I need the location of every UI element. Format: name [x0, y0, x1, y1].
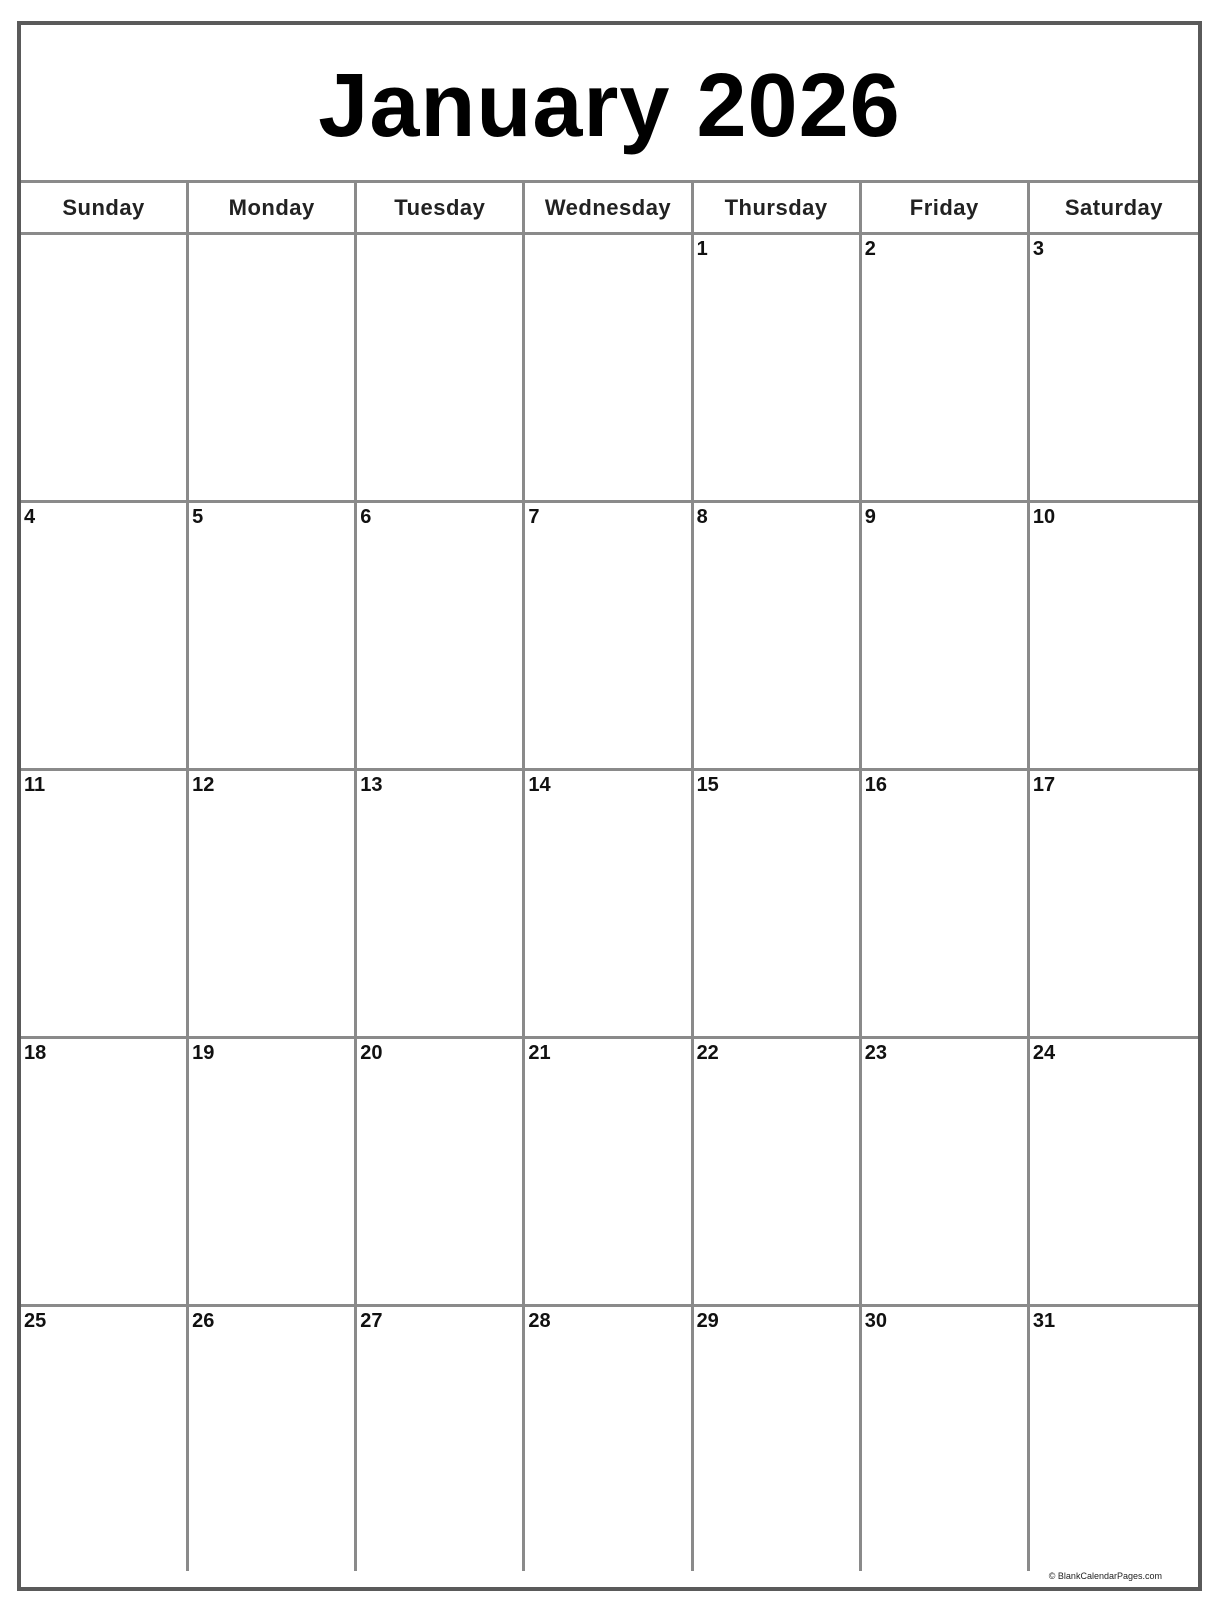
day-cell [694, 771, 862, 1039]
day-cell [525, 503, 693, 771]
day-cell [862, 235, 1030, 503]
day-cell [21, 503, 189, 771]
day-number: 24 [1032, 1042, 1056, 1064]
weekday-thursday: Thursday [694, 183, 862, 235]
day-cell [21, 1039, 189, 1307]
empty-day-cell [357, 235, 525, 503]
day-number: 13 [360, 774, 383, 796]
day-number: 28 [528, 1310, 551, 1332]
day-number: 8 [696, 506, 708, 528]
day-cell [1030, 1307, 1198, 1571]
day-cell [357, 1039, 525, 1307]
day-cell [694, 503, 862, 771]
empty-day-cell [21, 235, 189, 503]
day-cell [21, 1307, 189, 1571]
empty-day-cell [189, 235, 357, 503]
day-cell [525, 771, 693, 1039]
day-cell [862, 1307, 1030, 1571]
day-number: 14 [528, 774, 551, 796]
days-grid [21, 235, 1198, 1571]
day-cell [862, 503, 1030, 771]
day-cell [525, 1307, 693, 1571]
day-number: 20 [360, 1042, 383, 1064]
day-number: 26 [192, 1310, 215, 1332]
day-number: 10 [1032, 506, 1056, 528]
day-number: 22 [696, 1042, 719, 1064]
weekday-tuesday: Tuesday [357, 183, 525, 235]
day-number: 12 [192, 774, 215, 796]
day-number: 31 [1032, 1310, 1056, 1332]
calendar-title: January 2026 [318, 55, 901, 156]
day-number: 29 [696, 1310, 719, 1332]
weekday-wednesday: Wednesday [525, 183, 693, 235]
day-cell [694, 1307, 862, 1571]
day-cell [862, 771, 1030, 1039]
day-number: 18 [24, 1042, 47, 1064]
day-number: 30 [864, 1310, 887, 1332]
weekday-friday: Friday [862, 183, 1030, 235]
day-cell [189, 503, 357, 771]
weekday-header-row [21, 183, 1198, 235]
day-number: 15 [696, 774, 719, 796]
day-number: 25 [24, 1310, 47, 1332]
day-cell [525, 1039, 693, 1307]
day-cell [1030, 235, 1198, 503]
day-number: 6 [360, 506, 372, 528]
day-number: 4 [24, 506, 36, 528]
day-number: 16 [864, 774, 887, 796]
day-number: 9 [864, 506, 876, 528]
day-number: 1 [696, 238, 708, 260]
day-number: 27 [360, 1310, 383, 1332]
day-cell [862, 1039, 1030, 1307]
day-cell [21, 771, 189, 1039]
day-cell [189, 1307, 357, 1571]
weekday-monday: Monday [189, 183, 357, 235]
day-cell [694, 235, 862, 503]
weekday-sunday: Sunday [21, 183, 189, 235]
day-number: 17 [1032, 774, 1056, 796]
credit-text: © BlankCalendarPages.com [1048, 1571, 1162, 1581]
day-cell [1030, 771, 1198, 1039]
day-cell [357, 1307, 525, 1571]
title-bar [21, 25, 1198, 183]
day-cell [357, 503, 525, 771]
day-number: 23 [864, 1042, 887, 1064]
calendar-page [17, 21, 1202, 1591]
day-number: 21 [528, 1042, 551, 1064]
day-cell [189, 1039, 357, 1307]
day-number: 7 [528, 506, 540, 528]
empty-day-cell [525, 235, 693, 503]
day-cell [694, 1039, 862, 1307]
day-number: 3 [1032, 238, 1044, 260]
weekday-saturday: Saturday [1030, 183, 1198, 235]
day-number: 19 [192, 1042, 215, 1064]
day-number: 11 [24, 774, 46, 796]
day-number: 5 [192, 506, 204, 528]
day-cell [1030, 503, 1198, 771]
day-cell [357, 771, 525, 1039]
day-number: 2 [864, 238, 876, 260]
day-cell [189, 771, 357, 1039]
day-cell [1030, 1039, 1198, 1307]
